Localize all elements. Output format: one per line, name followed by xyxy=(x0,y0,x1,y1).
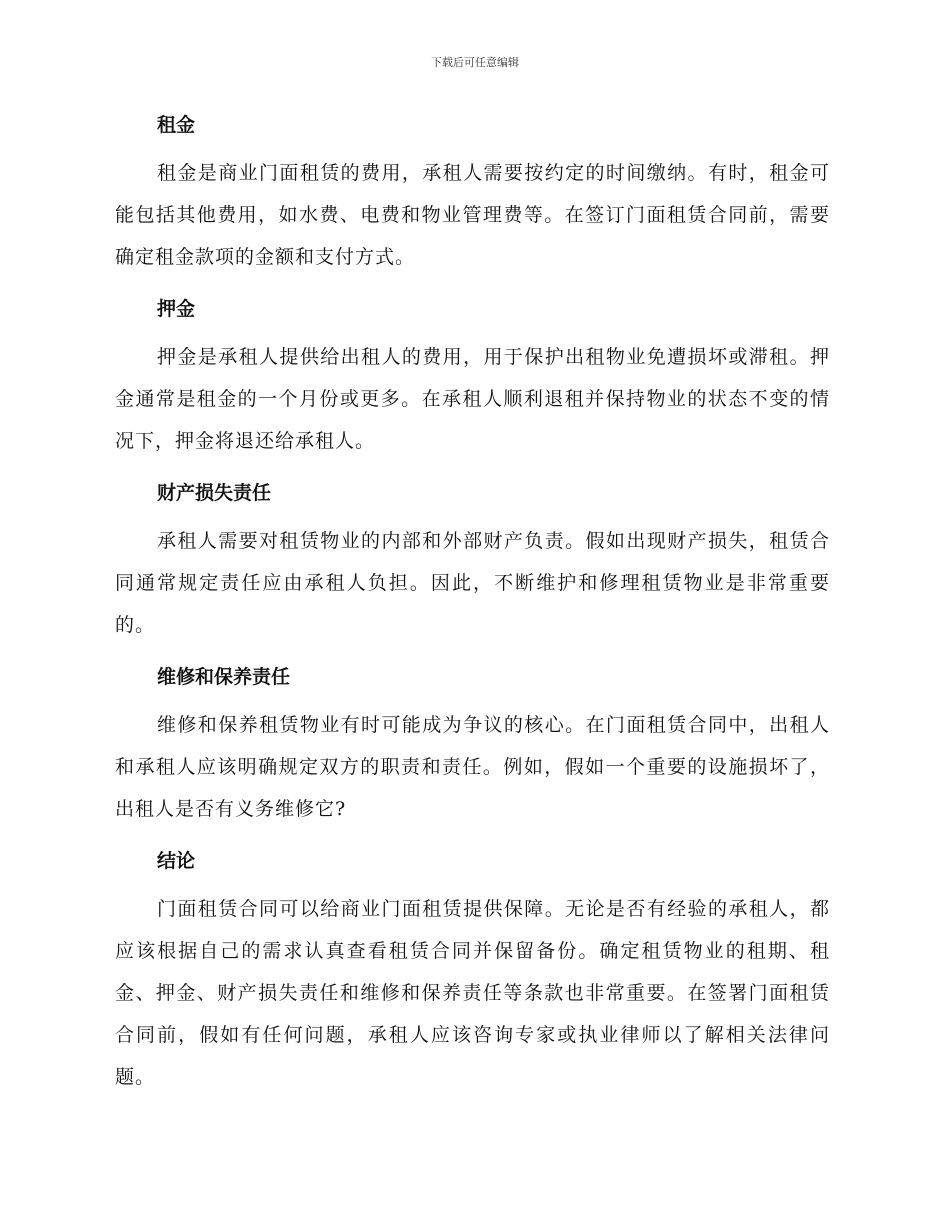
section-paragraph: 押金是承租人提供给出租人的费用，用于保护出租物业免遭损坏或滞租。押金通常是租金的一个月份或更多。在承租人顺利退租并保持物业的状态不变的情况下，押金将退还给承租人。 xyxy=(115,346,830,452)
section-property-loss xyxy=(115,472,830,646)
section-heading: 租金 xyxy=(157,114,196,136)
section-paragraph: 承租人需要对租赁物业的内部和外部财产负责。假如出现财产损失，租赁合同通常规定责任应由承租人负担。因此，不断维护和修理租赁物业是非常重要的。 xyxy=(115,530,830,636)
section-paragraph: 门面租赁合同可以给商业门面租赁提供保障。无论是否有经验的承租人，都应该根据自己的需求认真查看租赁合同并保留备份。确定租赁物业的租期、租金、押金、财产损失责任和维修和保养责任等条款也非常重要。在签署门面租赁合同前，假如有任何问题，承租人应该咨询专家或执业律师以了解相关法律问题。 xyxy=(115,898,830,1088)
section-paragraph: 租金是商业门面租赁的费用，承租人需要按约定的时间缴纳。有时，租金可能包括其他费用，如水费、电费和物业管理费等。在签订门面租赁合同前，需要确定租金款项的金额和支付方式。 xyxy=(115,162,830,268)
section-heading: 财产损失责任 xyxy=(157,482,272,504)
section-rent xyxy=(115,104,830,278)
section-maintenance xyxy=(115,656,830,830)
section-heading: 维修和保养责任 xyxy=(157,666,291,688)
section-paragraph: 维修和保养租赁物业有时可能成为争议的核心。在门面租赁合同中，出租人和承租人应该明确规定双方的职责和责任。例如，假如一个重要的设施损坏了，出租人是否有义务维修它? xyxy=(115,714,830,820)
section-conclusion xyxy=(115,840,830,1098)
section-deposit xyxy=(115,288,830,462)
section-heading: 押金 xyxy=(157,298,196,320)
section-heading: 结论 xyxy=(157,850,196,872)
page-header: 下载后可任意编辑 xyxy=(431,56,519,69)
document-body xyxy=(115,104,830,1108)
